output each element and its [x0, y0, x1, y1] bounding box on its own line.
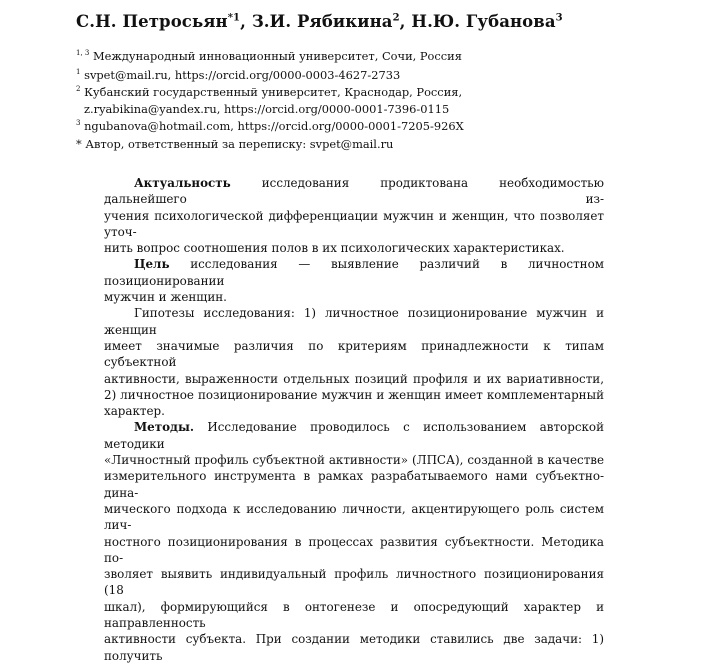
abstract-line [104, 599, 604, 632]
abstract-text: шкал), формирующийся в онтогенезе и опосредующий характер и направленность [104, 599, 604, 631]
affiliation-text-continued: z.ryabikina@yandex.ru, https://orcid.org/0000-0001-7396-0115 [84, 101, 450, 116]
corresponding-author-note: * Автор, ответственный за переписку: svpet@mail.ru [76, 137, 394, 151]
abstract-body [104, 175, 604, 664]
affiliation-text: Кубанский государственный университет, Краснодар, Россия, [84, 84, 463, 99]
abstract-line [104, 452, 604, 468]
abstract-text: Исследование проводилось с использованием авторской методики [104, 420, 604, 451]
abstract-text: учения психологической дифференциации мужчин и женщин, что позволяет уточ- [104, 208, 604, 239]
abstract-line [104, 305, 604, 338]
abstract-text: 2) личностное позиционирование мужчин и женщин имеет комплементарный [104, 387, 604, 402]
author-name: С.Н. Петросьян [76, 12, 228, 31]
abstract-line [104, 566, 604, 599]
abstract-line [104, 631, 604, 664]
abstract-text: исследования — выявление различий в личностном позиционировании [104, 257, 604, 288]
abstract-line [104, 371, 604, 387]
affiliation-text: Международный инновационный университет, Сочи, Россия [92, 48, 462, 63]
author-superscript: 3 [555, 12, 563, 24]
authors-line [76, 12, 563, 31]
affiliation-text: svpet@mail.ru, https://orcid.org/0000-0003-4627-2733 [84, 67, 401, 82]
abstract-text: ностного позиционирования в процессах развития субъектности. Методика по- [104, 534, 604, 565]
abstract-line [104, 468, 604, 501]
abstract-text: мужчин и женщин. [104, 290, 227, 305]
abstract-text: имеет значимые различия по критериям принадлежности к типам субъектной [104, 338, 604, 370]
abstract-text: характер. [104, 404, 165, 419]
abstract-line [104, 501, 604, 534]
author-superscript: *1 [227, 12, 241, 24]
section-heading: Актуальность [134, 176, 231, 190]
affiliation-marker: 1 [76, 68, 81, 76]
abstract-text: исследования продиктована необходимостью дальнейшего из- [104, 176, 604, 207]
abstract-text: зволяет выявить индивидуальный профиль личностного позиционирования (18 [104, 567, 604, 598]
section-heading: Цель [134, 257, 170, 272]
abstract-text: «Личностный профиль субъектной активности» (ЛПСА), созданной в качестве [104, 453, 604, 468]
author-name: З.И. Рябикина [251, 12, 393, 31]
abstract-line [104, 403, 604, 419]
abstract-line [104, 256, 604, 289]
author-superscript: 2 [392, 12, 400, 24]
abstract-text: активности, выраженности отдельных позиций профиля и их вариативности, [104, 371, 604, 386]
author-name: Н.Ю. Губанова [411, 12, 556, 31]
abstract-text: мического подхода к исследованию личности, акцентирующего роль систем лич- [104, 501, 604, 533]
abstract-line [104, 289, 604, 305]
section-heading: Методы. [134, 420, 195, 435]
abstract-text: активности субъекта. При создании методики ставились две задачи: 1) получить [104, 632, 604, 663]
abstract-line [104, 240, 604, 256]
abstract-text: Гипотезы исследования: 1) личностное позиционирование мужчин и женщин [104, 306, 604, 337]
affiliation-marker: 1, 3 [76, 49, 90, 57]
affiliation-text: ngubanova@hotmail.com, https://orcid.org/0000-0001-7205-926X [84, 118, 464, 133]
abstract-line [104, 419, 604, 452]
affiliation [76, 81, 462, 118]
affiliation-marker: 3 [76, 119, 81, 127]
affiliation [76, 115, 464, 135]
abstract-text: измерительного инструмента в рамках разрабатываемого нами субъектно-дина- [104, 469, 604, 500]
abstract-text: нить вопрос соотношения полов в их психологических характеристиках. [104, 241, 565, 256]
abstract-line [104, 175, 604, 208]
abstract-line [104, 208, 604, 241]
author-separator: , [240, 12, 252, 31]
abstract-line [104, 534, 604, 567]
affiliation-marker: 2 [76, 85, 81, 93]
abstract-line [104, 387, 604, 403]
author-separator: , [399, 12, 412, 31]
affiliation [76, 45, 462, 65]
abstract-line [104, 338, 604, 371]
